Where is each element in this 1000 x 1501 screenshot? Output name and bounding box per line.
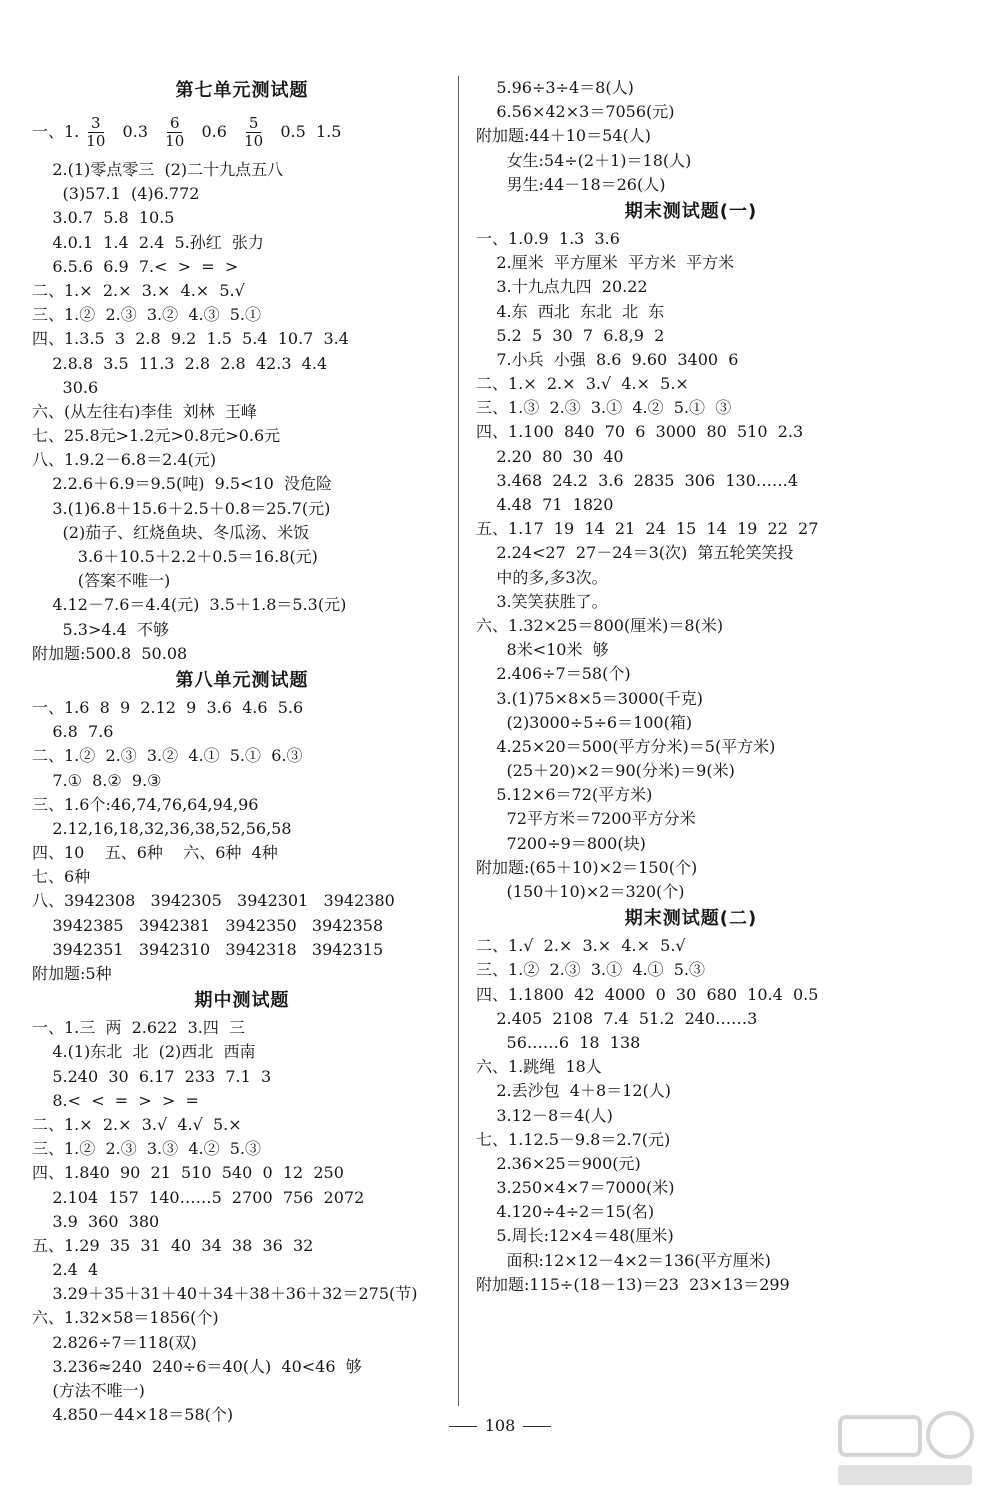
answer-line: 4.(1)东北 北 (2)西北 西南: [32, 1042, 256, 1062]
answer-line: 5.2 5 30 7 6.8,9 2: [476, 325, 665, 345]
watermark-logo-icon: [830, 1403, 980, 1493]
fraction-numerator: 3: [88, 115, 104, 133]
answer-line: (方法不唯一): [32, 1381, 145, 1400]
answer-line: 三、1.② 2.③ 3.① 4.① 5.③: [476, 960, 706, 980]
answer-line: 二、1.× 2.× 3.√ 4.√ 5.×: [32, 1114, 242, 1134]
answer-line: 附加题:500.8 50.08: [32, 643, 188, 663]
answer-line: (25＋20)×2＝90(分米)＝9(米): [476, 761, 735, 781]
answer-line: 3.12－8＝4(人): [476, 1105, 613, 1125]
answer-line: 二、1.② 2.③ 3.② 4.① 5.① 6.③: [32, 746, 303, 766]
answer-line: 2.厘米 平方厘米 平方米 平方米: [476, 253, 735, 273]
answer-text: 0.5 1.5: [270, 122, 342, 141]
answer-line: 56……6 18 138: [476, 1032, 641, 1052]
answer-line: 8.< < = > > =: [32, 1090, 199, 1110]
answer-line: 2.826÷7＝118(双): [32, 1332, 197, 1352]
footer-dash-left: [449, 1426, 477, 1427]
answer-line: 3.9 360 380: [32, 1211, 160, 1231]
answer-line: 3942351 3942310 3942318 3942315: [32, 939, 384, 959]
answer-line: 2.丢沙包 4＋8＝12(人): [476, 1081, 671, 1101]
answer-line: 3942385 3942381 3942350 3942358: [32, 915, 384, 935]
answer-line: 3.6＋10.5＋2.2＋0.5＝16.8(元): [32, 547, 318, 566]
fraction-denominator: 10: [165, 131, 185, 150]
answer-line: 6.56×42×3＝7056(元): [476, 102, 675, 122]
answer-line: 3.236≈240 240÷6＝40(人) 40<46 够: [32, 1356, 362, 1376]
answer-line: 4.东 西北 东北 北 东: [476, 301, 665, 321]
fraction: [83, 115, 108, 150]
answer-line: 八、3942308 3942305 3942301 3942380: [32, 891, 395, 911]
answer-line: 5.12×6＝72(平方米): [476, 785, 653, 805]
footer-dash-right: [523, 1426, 551, 1427]
answer-line: 面积:12×12－4×2＝136(平方厘米): [476, 1250, 771, 1270]
answer-line: 二、1.√ 2.× 3.× 4.× 5.√: [476, 936, 686, 956]
answer-line: 2.4 4: [32, 1260, 99, 1280]
answer-text: 0.6: [191, 122, 238, 141]
answer-line: 2.24<27 27－24＝3(次) 第五轮笑笑投: [476, 543, 794, 563]
answer-line: 四、1.1800 42 4000 0 30 680 10.4 0.5: [476, 984, 819, 1004]
answer-line: 七、6种: [32, 867, 91, 887]
answer-line: (3)57.1 (4)6.772: [32, 184, 200, 204]
fraction: [241, 115, 266, 150]
section-title: 期末测试题(二): [624, 908, 758, 930]
answer-line: 6.8 7.6: [32, 722, 114, 742]
answer-line: 附加题:44＋10＝54(人): [476, 126, 651, 146]
answer-line: 六、1.32×25＝800(厘米)＝8(米): [476, 615, 724, 635]
answer-line: 一、1.0.9 1.3 3.6: [476, 228, 620, 248]
answer-line: 2.36×25＝900(元): [476, 1153, 641, 1173]
fraction-numerator: 5: [246, 115, 262, 133]
answer-line: 附加题:115÷(18－13)＝23 23×13＝299: [476, 1274, 790, 1294]
answer-line: 附加题:(65＋10)×2＝150(个): [476, 857, 698, 877]
answer-line: (答案不唯一): [32, 571, 171, 591]
answer-line: 3.0.7 5.8 10.5: [32, 208, 175, 228]
answer-line: 四、10 五、6种 六、6种 4种: [32, 843, 278, 863]
question-number: 一、1.: [32, 122, 80, 141]
answer-line: 2.12,16,18,32,36,38,52,56,58: [32, 818, 292, 838]
answer-line: 中的多,多3次。: [476, 567, 608, 587]
answer-line: 二、1.× 2.× 3.√ 4.× 5.×: [476, 374, 689, 394]
answer-line: 四、1.840 90 21 510 540 0 12 250: [32, 1163, 344, 1183]
answer-line: 女生:54÷(2＋1)＝18(人): [476, 150, 692, 170]
right-column: [476, 76, 906, 1297]
answer-line: 2.104 157 140……5 2700 756 2072: [32, 1187, 365, 1207]
fraction-denominator: 10: [86, 131, 106, 150]
answer-line: 2.406÷7＝58(个): [476, 664, 631, 684]
answer-line: 5.96÷3÷4＝8(人): [476, 78, 634, 97]
answer-line: 8米<10米 够: [476, 640, 609, 660]
page-number: 108: [484, 1416, 516, 1435]
answer-line: 三、1.6个:46,74,76,64,94,96: [32, 794, 259, 814]
fraction-numerator: 6: [167, 115, 183, 133]
answer-line: 2.(1)零点零三 (2)二十九点五八: [32, 160, 284, 179]
answer-line: 3.十九点九四 20.22: [476, 277, 648, 297]
fraction-denominator: 10: [244, 131, 264, 150]
section-title: 第八单元测试题: [175, 669, 309, 691]
answer-line: 五、1.29 35 31 40 34 38 36 32: [32, 1235, 314, 1255]
answer-line: 三、1.② 2.③ 3.③ 4.② 5.③: [32, 1139, 262, 1159]
answer-line: 4.850－44×18＝58(个): [32, 1405, 234, 1425]
answer-line: 3.(1)6.8＋15.6＋2.5＋0.8＝25.7(元): [32, 498, 331, 518]
answer-line: 2.20 80 30 40: [476, 446, 624, 466]
answer-line: 2.8.8 3.5 11.3 2.8 2.8 42.3 4.4: [32, 353, 328, 373]
answer-line: 男生:44－18＝26(人): [476, 174, 666, 194]
answer-line: 六、1.跳绳 18人: [476, 1057, 602, 1077]
answer-line: 5.3>4.4 不够: [32, 619, 169, 639]
answer-line: (2)茄子、红烧鱼块、冬瓜汤、米饭: [32, 522, 310, 542]
answer-line: 2.405 2108 7.4 51.2 240……3: [476, 1008, 758, 1028]
section-title: 期末测试题(一): [624, 200, 758, 222]
answer-line: 三、1.② 2.③ 3.② 4.③ 5.①: [32, 305, 262, 325]
answer-line: 3.笑笑获胜了。: [476, 591, 608, 611]
fraction: [162, 115, 187, 150]
answer-line: 6.5.6 6.9 7.< > = >: [32, 256, 239, 276]
answer-line: 2.2.6＋6.9＝9.5(吨) 9.5<10 没危险: [32, 474, 332, 494]
answer-line: 八、1.9.2－6.8＝2.4(元): [32, 450, 217, 470]
answer-line: 附加题:5种: [32, 964, 112, 983]
answer-line: 7.小兵 小强 8.6 9.60 3400 6: [476, 349, 739, 369]
answer-line: 3.468 24.2 3.6 2835 306 130……4: [476, 470, 799, 490]
answer-line: 72平方米＝7200平方分米: [476, 809, 696, 829]
answer-line: 4.0.1 1.4 2.4 5.孙红 张力: [32, 232, 264, 252]
answer-line: [32, 106, 452, 158]
answer-line: 3.(1)75×8×5＝3000(千克): [476, 688, 704, 708]
answer-line: 七、25.8元>1.2元>0.8元>0.6元: [32, 426, 281, 446]
answer-line: 3.29＋35＋31＋40＋34＋38＋36＋32＝275(节): [32, 1284, 418, 1304]
answer-line: 一、1.三 两 2.622 3.四 三: [32, 1018, 246, 1038]
answer-line: 7.① 8.② 9.③: [32, 770, 162, 790]
left-column: [32, 76, 452, 1427]
answer-line: (150＋10)×2＝320(个): [476, 882, 685, 901]
section-title: 期中测试题: [194, 990, 290, 1012]
answer-line: 六、1.32×58＝1856(个): [32, 1308, 219, 1328]
answer-line: 4.25×20＝500(平方分米)＝5(平方米): [476, 736, 776, 756]
answer-line: 二、1.× 2.× 3.× 4.× 5.√: [32, 280, 245, 300]
answer-line: 六、(从左往右)李佳 刘林 王峰: [32, 401, 257, 421]
answer-line: 一、1.6 8 9 2.12 9 3.6 4.6 5.6: [32, 697, 304, 717]
answer-line: 7200÷9＝800(块): [476, 833, 646, 853]
answer-line: (2)3000÷5÷6＝100(箱): [476, 712, 693, 732]
answer-line: 4.48 71 1820: [476, 495, 614, 514]
section-title: 第七单元测试题: [175, 80, 309, 101]
column-divider: [458, 76, 459, 1406]
answer-line: 4.120÷4÷2＝15(名): [476, 1202, 655, 1222]
answer-line: 七、1.12.5－9.8＝2.7(元): [476, 1129, 671, 1149]
answer-line: 4.12－7.6＝4.4(元) 3.5＋1.8＝5.3(元): [32, 595, 347, 615]
answer-line: 5.240 30 6.17 233 7.1 3: [32, 1066, 272, 1086]
answer-line: 5.周长:12×4＝48(厘米): [476, 1226, 674, 1246]
answer-line: 30.6: [32, 377, 99, 397]
answer-line: 四、1.3.5 3 2.8 9.2 1.5 5.4 10.7 3.4: [32, 329, 349, 349]
answer-line: 三、1.③ 2.③ 3.① 4.② 5.① ③: [476, 398, 732, 418]
answer-line: 3.250×4×7＝7000(米): [476, 1178, 675, 1198]
answer-text: 0.3: [112, 122, 159, 141]
answer-line: 四、1.100 840 70 6 3000 80 510 2.3: [476, 422, 804, 442]
answer-line: 五、1.17 19 14 21 24 15 14 19 22 27: [476, 519, 819, 539]
